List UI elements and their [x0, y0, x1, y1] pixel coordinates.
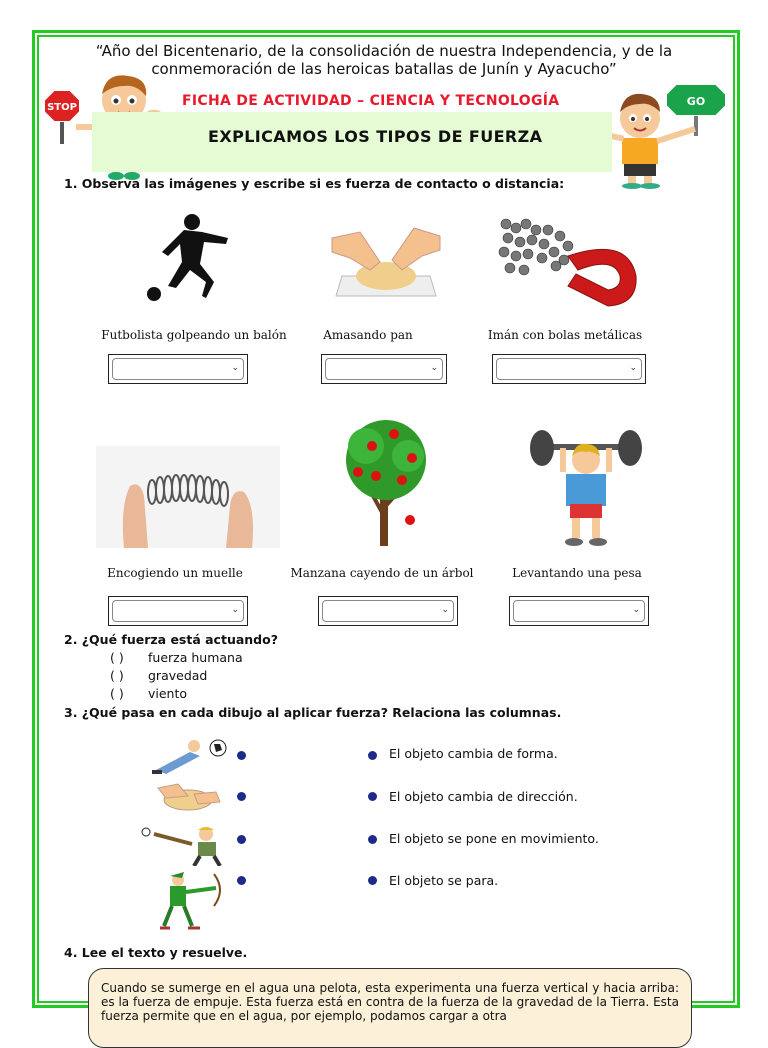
question-3-prompt: 3. ¿Qué pasa en cada dibujo al aplicar fuerza? Relaciona las columnas. — [64, 705, 562, 720]
effect-change-shape: El objeto cambia de forma. — [389, 746, 558, 761]
option-row-gravity[interactable] — [110, 668, 207, 683]
chevron-down-icon: ⌄ — [231, 605, 239, 615]
option-label: fuerza humana — [148, 650, 243, 665]
question-1-prompt: 1. Observa las imágenes y escribe si es fuerza de contacto o distancia: — [64, 176, 565, 191]
caption-footballer: Futbolista golpeando un balón — [101, 328, 287, 342]
go-sign-text: GO — [686, 95, 706, 108]
match-dot-left-4[interactable] — [237, 876, 246, 885]
caption-magnet: Imán con bolas metálicas — [487, 328, 643, 342]
stop-sign-text: STOP — [47, 102, 77, 113]
answer-dropdown-apple[interactable] — [318, 596, 458, 626]
answer-dropdown-spring[interactable] — [108, 596, 248, 626]
option-label: gravedad — [148, 668, 208, 683]
activity-label: FICHA DE ACTIVIDAD – CIENCIA Y TECNOLOGÍA — [182, 93, 560, 109]
footballer-silhouette-image — [140, 210, 240, 306]
caption-weightlifter: Levantando una pesa — [512, 566, 642, 580]
match-dot-left-1[interactable] — [237, 751, 246, 760]
match-dot-left-3[interactable] — [237, 835, 246, 844]
archer-illustration — [156, 870, 228, 932]
option-row-human[interactable] — [110, 650, 243, 665]
dough-hands-illustration — [154, 778, 224, 818]
option-row-wind[interactable] — [110, 686, 187, 701]
match-dot-right-2[interactable] — [368, 792, 377, 801]
answer-dropdown-weightlifter[interactable] — [509, 596, 649, 626]
effect-change-direction: El objeto cambia de dirección. — [389, 789, 578, 804]
reading-text-box: Cuando se sumerge en el agua una pelota, esta experimenta una fuerza vertical y hacia arriba: es la fuerza de empuje. Esta fuerza está en contra de la fuerza de la gravedad de la Tierra. Esta fuerza permite que en el agua, por ejemplo, podamos cargar a otra — [88, 968, 692, 1048]
answer-parenthesis[interactable]: ( ) — [110, 686, 124, 701]
answer-dropdown-kneading[interactable] — [321, 354, 447, 384]
match-dot-right-1[interactable] — [368, 751, 377, 760]
question-2-prompt: 2. ¿Qué fuerza está actuando? — [64, 632, 278, 647]
answer-parenthesis[interactable]: ( ) — [110, 668, 124, 683]
match-dot-right-4[interactable] — [368, 876, 377, 885]
weightlifter-image — [528, 430, 644, 548]
kneading-bread-image — [330, 218, 442, 300]
chevron-down-icon: ⌄ — [430, 363, 438, 373]
magnet-balls-image — [498, 216, 640, 310]
apple-tree-image — [332, 416, 442, 548]
caption-apple: Manzana cayendo de un árbol — [290, 566, 474, 580]
question-4-prompt: 4. Lee el texto y resuelve. — [64, 945, 248, 960]
effect-start-moving: El objeto se pone en movimiento. — [389, 831, 599, 846]
chevron-down-icon: ⌄ — [632, 605, 640, 615]
page-title: EXPLICAMOS LOS TIPOS DE FUERZA — [208, 127, 543, 146]
answer-dropdown-footballer[interactable] — [108, 354, 248, 384]
match-dot-right-3[interactable] — [368, 835, 377, 844]
motto: “Año del Bicentenario, de la consolidación de nuestra Independencia, y de la conmemoración de las heroicas batallas de Junín y Ayacucho” — [95, 42, 673, 78]
caption-spring: Encogiendo un muelle — [107, 566, 243, 580]
caption-kneading: Amasando pan — [323, 328, 413, 342]
answer-dropdown-magnet[interactable] — [492, 354, 646, 384]
chevron-down-icon: ⌄ — [441, 605, 449, 615]
goalkeeper-illustration — [150, 736, 230, 778]
chevron-down-icon: ⌄ — [629, 363, 637, 373]
answer-parenthesis[interactable]: ( ) — [110, 650, 124, 665]
spring-fingers-image — [96, 446, 280, 548]
option-label: viento — [148, 686, 188, 701]
match-dot-left-2[interactable] — [237, 792, 246, 801]
baseball-batter-illustration — [140, 824, 226, 866]
effect-stop: El objeto se para. — [389, 873, 499, 888]
chevron-down-icon: ⌄ — [231, 363, 239, 373]
